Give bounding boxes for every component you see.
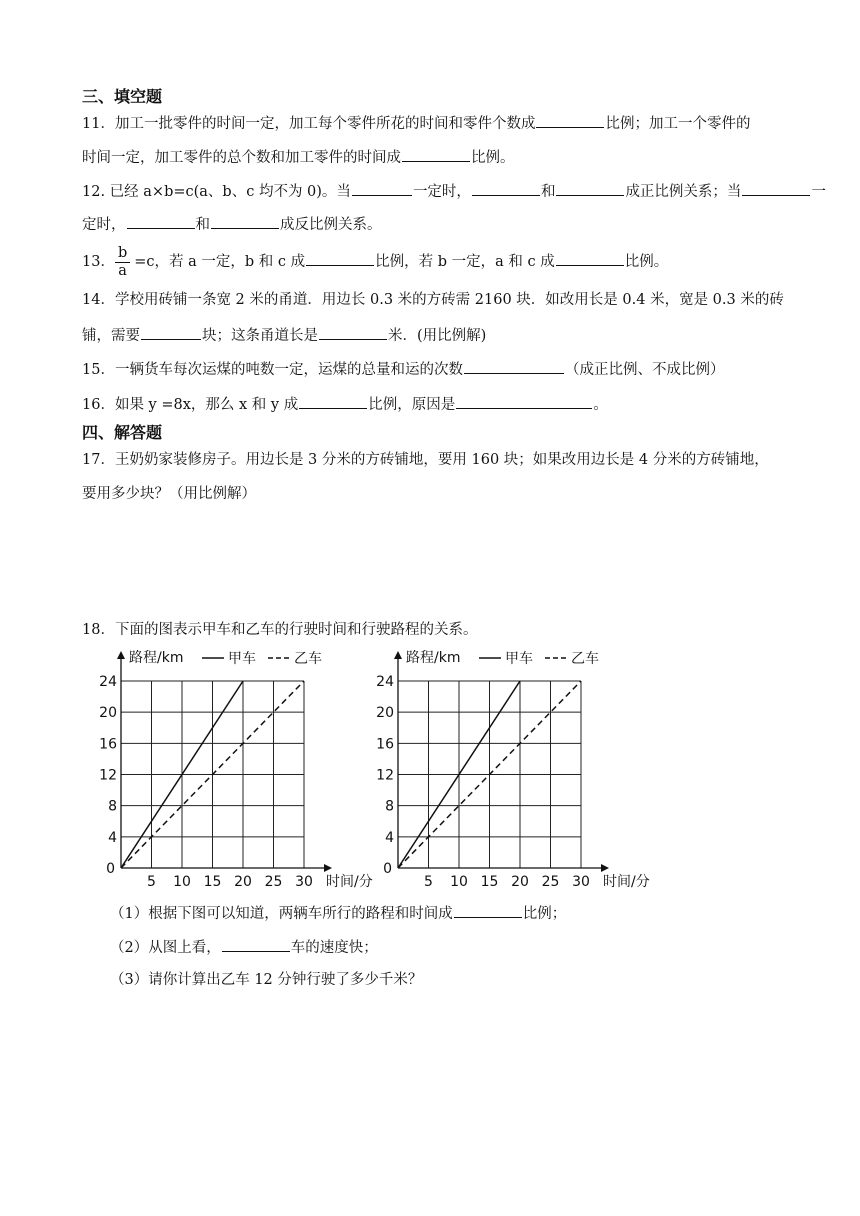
y-tick-label: 16	[99, 736, 117, 753]
q13-blank-2[interactable]	[556, 250, 624, 266]
question-14-line-2	[82, 324, 812, 346]
y-tick-label: 8	[385, 798, 394, 815]
x-axis-arrow-icon	[324, 864, 332, 872]
legend-label: 甲车	[505, 651, 533, 667]
q14-blank-2[interactable]	[319, 324, 387, 340]
x-tick-label: 30	[572, 874, 590, 890]
q16-text-2: 比例，原因是	[368, 397, 456, 413]
fraction-denominator: a	[118, 262, 127, 279]
question-17-line-1: 17．王奶奶家装修房子。用边长是 3 分米的方砖铺地，要用 160 块；如果改用边长是 4 分米的方砖铺地，	[82, 452, 769, 468]
x-axis-label: 时间/分	[326, 874, 373, 890]
y-axis-arrow-icon	[117, 651, 125, 659]
q12-text-5: 一	[811, 184, 826, 200]
question-13	[82, 240, 812, 284]
x-axis-arrow-icon	[601, 864, 609, 872]
q11-blank-2[interactable]	[402, 146, 470, 162]
q12-text-2: 一定时，	[412, 184, 471, 200]
question-11-line-1	[82, 112, 812, 134]
question-17-line-2: 要用多少块？（用比例解）	[82, 486, 256, 502]
q12-text-7: 和	[195, 217, 210, 233]
q11-text-2: 比例；加工一个零件的	[605, 116, 751, 132]
x-tick-label: 20	[511, 874, 529, 890]
q11-text-4: 比例。	[471, 150, 515, 166]
y-tick-label: 12	[376, 767, 394, 784]
q15-blank-1[interactable]	[464, 358, 564, 374]
question-18-intro: 18．下面的图表示甲车和乙车的行驶时间和行驶路程的关系。	[82, 622, 478, 638]
q11-text-1: 11．加工一批零件的时间一定，加工每个零件所花的时间和零件个数成	[82, 116, 536, 132]
question-15	[82, 358, 812, 380]
x-tick-label: 10	[450, 874, 468, 890]
y-axis-label: 路程/km	[129, 650, 184, 666]
q13-text-1: =c，若 a 一定，b 和 c 成	[134, 254, 306, 270]
q18-p2-text-2: 车的速度快；	[290, 940, 378, 956]
q12-blank-2[interactable]	[472, 180, 540, 196]
origin-label: 0	[383, 861, 392, 877]
y-tick-label: 20	[99, 705, 117, 722]
y-tick-label: 20	[376, 705, 394, 722]
q15-text-2: （成正比例、不成比例）	[564, 362, 725, 378]
q12-text-8: 成反比例关系。	[280, 217, 382, 233]
y-tick-label: 16	[376, 736, 394, 753]
q18-blank-2[interactable]	[222, 936, 290, 952]
q12-text-3: 和	[540, 184, 556, 200]
q14-text-1: 铺，需要	[82, 328, 140, 344]
x-tick-label: 5	[147, 874, 156, 890]
x-tick-label: 30	[295, 874, 313, 890]
question-11-line-2	[82, 146, 812, 168]
q12-blank-5[interactable]	[127, 213, 195, 229]
q12-blank-3[interactable]	[556, 180, 624, 196]
fraction-numerator: b	[115, 245, 130, 263]
question-16	[82, 393, 812, 415]
q18-p2-text-1: （2）从图上看，	[110, 940, 221, 956]
q18-p1-text-2: 比例；	[522, 906, 567, 922]
q12-blank-4[interactable]	[742, 180, 810, 196]
question-14-line-1: 14．学校用砖铺一条宽 2 米的甬道．用边长 0.3 米的方砖需 2160 块．如改用长是 0.4 米，宽是 0.3 米的砖	[82, 292, 784, 308]
q18-p1-text-1: （1）根据下图可以知道，两辆车所行的路程和时间成	[110, 906, 453, 922]
distance-time-chart-right	[369, 645, 659, 895]
q13-text-2: 比例，若 b 一定，a 和 c 成	[375, 254, 555, 270]
distance-time-chart-left	[92, 645, 373, 895]
y-axis-label: 路程/km	[406, 650, 461, 666]
x-tick-label: 25	[541, 874, 560, 890]
y-tick-label: 24	[376, 674, 394, 690]
q11-text-3: 时间一定，加工零件的总个数和加工零件的时间成	[82, 150, 401, 166]
legend-label: 乙车	[571, 651, 599, 667]
y-tick-label: 12	[99, 767, 117, 784]
y-axis-arrow-icon	[394, 651, 402, 659]
x-tick-label: 20	[234, 874, 252, 890]
legend-label: 甲车	[228, 651, 256, 667]
section-3-heading: 三、填空题	[82, 87, 163, 106]
q18-blank-1[interactable]	[454, 902, 522, 918]
q16-blank-2[interactable]	[456, 393, 592, 409]
q13-text-3: 比例。	[624, 254, 669, 270]
q15-text-1: 15．一辆货车每次运煤的吨数一定，运煤的总量和运的次数	[82, 362, 463, 378]
question-12-line-1	[82, 180, 826, 202]
q14-blank-1[interactable]	[141, 324, 201, 340]
q12-blank-6[interactable]	[211, 213, 279, 229]
q16-text-1: 16．如果 y =8x，那么 x 和 y 成	[82, 397, 299, 413]
x-tick-label: 25	[264, 874, 283, 890]
question-18-part-3: （3）请你计算出乙车 12 分钟行驶了多少千米？	[110, 972, 423, 988]
q12-text-1: 12. 已经 a×b=c(a、b、c 均不为 0)。当	[82, 184, 351, 200]
x-tick-label: 10	[173, 874, 191, 890]
x-axis-label: 时间/分	[603, 874, 650, 890]
q12-text-4: 成正比例关系；当	[625, 184, 742, 200]
q14-text-2: 块；这条甬道长是	[202, 328, 318, 344]
y-tick-label: 4	[108, 829, 117, 846]
question-18-part-1	[110, 902, 566, 924]
y-tick-label: 4	[385, 829, 394, 846]
question-12-line-2	[82, 213, 812, 235]
q13-fraction	[115, 245, 130, 280]
q11-blank-1[interactable]	[536, 112, 604, 128]
x-tick-label: 15	[203, 874, 222, 890]
q13-blank-1[interactable]	[306, 250, 374, 266]
q14-text-3: 米．(用比例解)	[388, 328, 487, 344]
q12-blank-1[interactable]	[352, 180, 412, 196]
origin-label: 0	[106, 861, 115, 877]
q12-text-6: 定时，	[82, 217, 126, 233]
legend-label: 乙车	[294, 651, 322, 667]
q16-text-3: 。	[593, 397, 608, 413]
q16-blank-1[interactable]	[299, 393, 367, 409]
y-tick-label: 8	[108, 798, 117, 815]
section-4-heading: 四、解答题	[82, 423, 163, 442]
y-tick-label: 24	[99, 674, 117, 690]
x-tick-label: 5	[424, 874, 433, 890]
question-18-part-2	[110, 936, 378, 958]
q13-number: 13．	[82, 254, 115, 270]
x-tick-label: 15	[480, 874, 499, 890]
